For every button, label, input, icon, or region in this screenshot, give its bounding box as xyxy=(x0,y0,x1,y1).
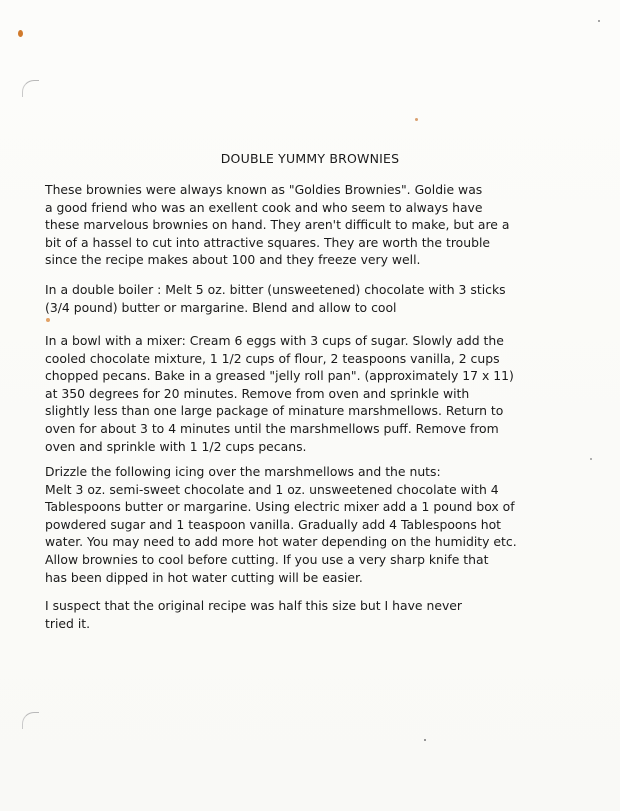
dust-speck xyxy=(598,20,600,22)
stain-mark xyxy=(415,118,418,121)
stain-mark xyxy=(46,318,50,322)
stain-mark xyxy=(18,30,23,37)
scan-edge-mark xyxy=(22,712,39,729)
icing-paragraph: Drizzle the following icing over the marshmellows and the nuts: Melt 3 oz. semi-sweet chocolate and 1 oz. unsweetened chocolate with 4 Tablespoons butter or margarine. Using electric mixer add a 1 pound box of powdered sugar and 1 teaspoon vanilla. Gradually add 4 Tablespoons hot water. You may need to add more hot water depending on the humidity etc. Allow brownies to cool before cutting. If you use a very sharp knife that has been dipped in hot water cutting will be easier. xyxy=(45,464,517,585)
closing-note-paragraph: I suspect that the original recipe was half this size but I have never tried it. xyxy=(45,598,463,631)
recipe-title: DOUBLE YUMMY BROWNIES xyxy=(220,151,400,166)
dust-speck xyxy=(424,739,426,741)
intro-paragraph: These brownies were always known as "Goldies Brownies". Goldie was a good friend who was an exellent cook and who seem to always have these marvelous brownies on hand. They aren't difficult to make, but are a bit of a hassel to cut into attractive squares. They are worth the trouble since the recipe makes about 100 and they freeze very well. xyxy=(45,182,510,268)
step-melt-paragraph: In a double boiler : Melt 5 oz. bitter (unsweetened) chocolate with 3 sticks (3/4 pound) butter or margarine. Blend and allow to cool xyxy=(45,282,506,315)
dust-speck xyxy=(590,458,592,460)
step-mix-bake-paragraph: In a bowl with a mixer: Cream 6 eggs with 3 cups of sugar. Slowly add the cooled chocolate mixture, 1 1/2 cups of flour, 2 teaspoons vanilla, 2 cups chopped pecans. Bake in a greased "jelly roll pan". (approximately 17 x 11) at 350 degrees for 20 minutes. Remove from oven and sprinkle with slightly less than one large package of minature marshmellows. Return to oven for about 3 to 4 minutes until the marshmellows puff. Remove from oven and sprinkle with 1 1/2 cups pecans. xyxy=(45,333,514,454)
scan-edge-mark xyxy=(22,80,39,97)
